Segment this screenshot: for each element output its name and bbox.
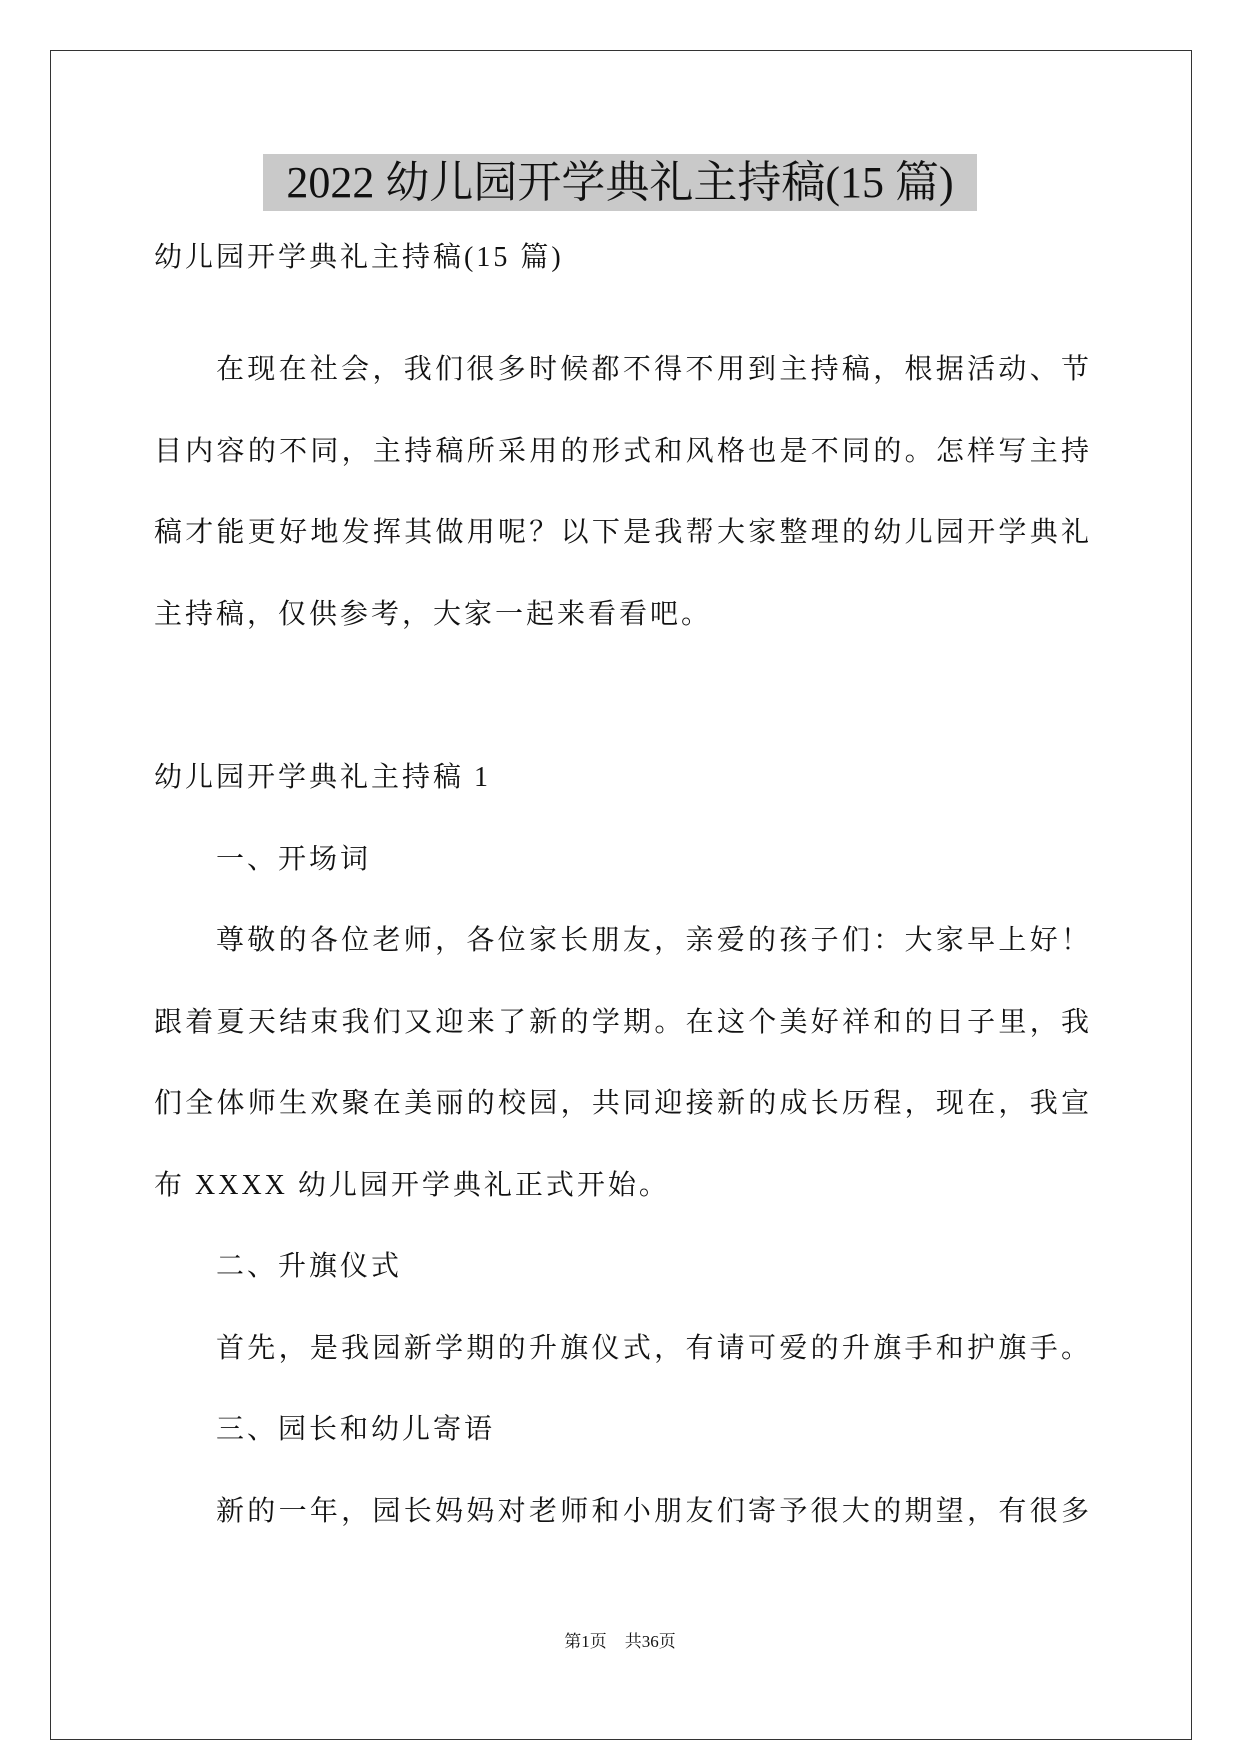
page-border [50,50,1192,1740]
opening-line: 跟着夏天结束我们又迎来了新的学期。在这个美好祥和的日子里，我 [154,1007,1090,1038]
page-total: 共36页 [624,1632,676,1651]
intro-line: 稿才能更好地发挥其做用呢？以下是我帮大家整理的幼儿园开学典礼 [154,517,1090,548]
part-title: 幼儿园开学典礼主持稿 1 [154,762,492,793]
opening-line: 尊敬的各位老师，各位家长朋友，亲爱的孩子们：大家早上好！ [216,925,1090,956]
opening-line: 们全体师生欢聚在美丽的校园，共同迎接新的成长历程，现在，我宣 [154,1088,1090,1119]
document-heading: 幼儿园开学典礼主持稿(15 篇) [154,242,564,273]
message-line: 新的一年，园长妈妈对老师和小朋友们寄予很大的期望，有很多 [216,1496,1090,1527]
section-heading-message: 三、园长和幼儿寄语 [216,1414,496,1445]
section-heading-flag: 二、升旗仪式 [216,1251,403,1282]
intro-line: 主持稿，仅供参考，大家一起来看看吧。 [154,599,713,630]
intro-line: 目内容的不同，主持稿所采用的形式和风格也是不同的。怎样写主持 [154,436,1090,467]
document-title: 2022 幼儿园开学典礼主持稿(15 篇) [263,154,977,211]
intro-line: 在现在社会，我们很多时候都不得不用到主持稿，根据活动、节 [216,354,1090,385]
section-heading-opening: 一、开场词 [216,844,372,875]
page-footer [420,1630,820,1654]
opening-line: 布 XXXX 幼儿园开学典礼正式开始。 [154,1170,670,1201]
page-number: 第1页 [564,1632,607,1651]
flag-line: 首先，是我园新学期的升旗仪式，有请可爱的升旗手和护旗手。 [216,1333,1090,1364]
